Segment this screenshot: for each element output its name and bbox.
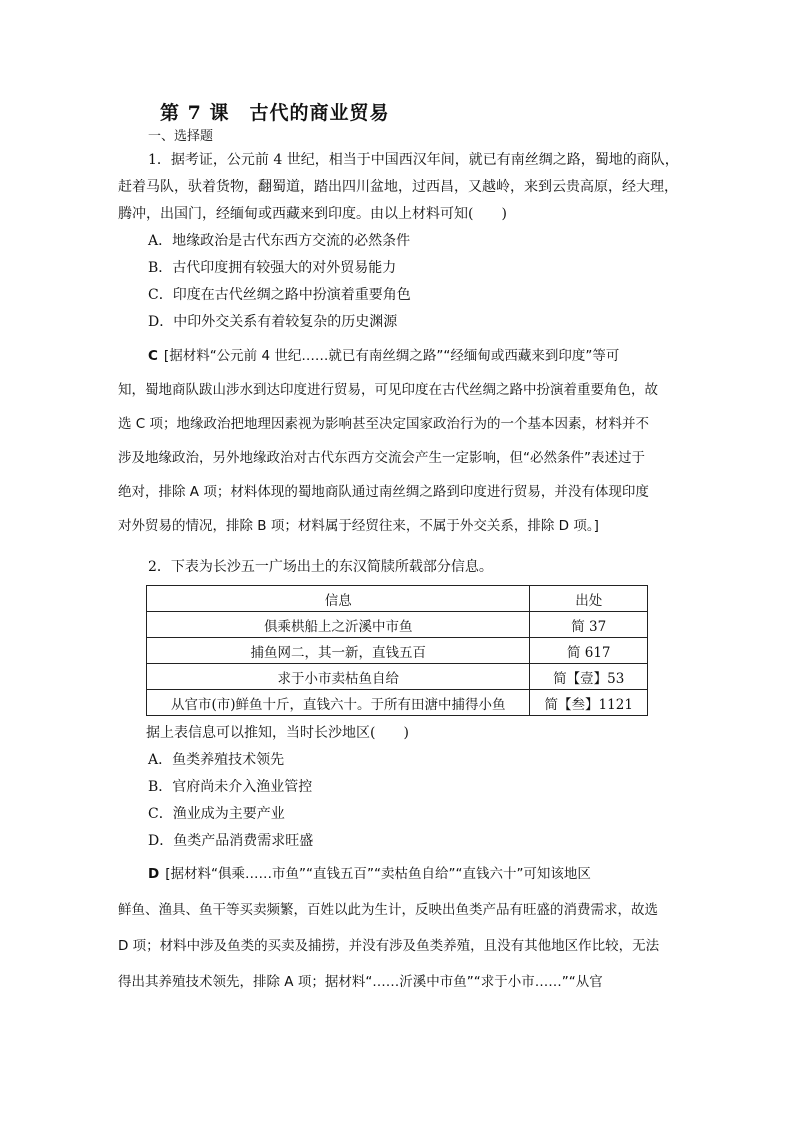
table-cell-info: 从官市(市)鲜鱼十斤，直钱六十。于所有田溏中捕得小鱼 bbox=[147, 690, 530, 716]
q1-answer-line-5: 绝对，排除 A 项；材料体现的蜀地商队通过南丝绸之路到印度进行贸易，并没有体现印度 bbox=[118, 484, 649, 500]
q1-answer-line-6: 对外贸易的情况，排除 B 项；材料属于经贸往来，不属于外交关系，排除 D 项。] bbox=[118, 518, 599, 534]
q1-option-c: C．印度在古代丝绸之路中扮演着重要角色 bbox=[148, 287, 411, 303]
q2-stem: 2．下表为长沙五一广场出土的东汉简牍所载部分信息。 bbox=[148, 559, 493, 575]
q2-option-c: C．渔业成为主要产业 bbox=[148, 806, 285, 822]
table-cell-info: 俱乘栱船上之沂溪中市鱼 bbox=[147, 612, 530, 638]
q2-option-b: B．官府尚未介入渔业管控 bbox=[148, 779, 313, 795]
q1-answer-text: [据材料“公元前 4 世纪……就已有南丝绸之路”“经缅甸或西藏来到印度”等可 bbox=[163, 348, 620, 364]
q1-answer-line-1 bbox=[148, 346, 710, 366]
q2-answer-line-2: 鲜鱼、渔具、鱼干等买卖频繁，百姓以此为生计，反映出鱼类产品有旺盛的消费需求，故选 bbox=[118, 902, 658, 918]
table-cell-info: 求于小市卖枯鱼自给 bbox=[147, 664, 530, 690]
section-heading: 一、选择题 bbox=[148, 129, 214, 144]
table-row bbox=[147, 638, 648, 664]
q1-stem-line-1: 1．据考证，公元前 4 世纪，相当于中国西汉年间，就已有南丝绸之路，蜀地的商队， bbox=[148, 152, 679, 168]
table-cell-source: 简 37 bbox=[530, 612, 648, 638]
q2-question: 据上表信息可以推知，当时长沙地区( ) bbox=[146, 725, 409, 741]
q1-answer-letter: C bbox=[148, 348, 158, 364]
table-header-info: 信息 bbox=[147, 586, 530, 612]
q1-option-d: D．中印外交关系有着较复杂的历史渊源 bbox=[148, 314, 398, 330]
q1-stem-line-3: 腾冲，出国门，经缅甸或西藏来到印度。由以上材料可知( ) bbox=[118, 206, 507, 222]
q2-answer-letter: D bbox=[148, 866, 160, 882]
table-row bbox=[147, 612, 648, 638]
q1-option-a: A．地缘政治是古代东西方交流的必然条件 bbox=[148, 233, 411, 249]
q1-option-b: B．古代印度拥有较强大的对外贸易能力 bbox=[148, 260, 397, 276]
q2-answer-text: [据材料“俱乘……市鱼”“直钱五百”“卖枯鱼自给”“直钱六十”可知该地区 bbox=[165, 866, 591, 882]
q1-stem-line-2: 赶着马队，驮着货物，翻蜀道，踏出四川盆地，过西昌，又越岭，来到云贵高原，经大理， bbox=[118, 179, 678, 195]
q1-answer-line-3: 选 C 项；地缘政治把地理因素视为影响甚至决定国家政治行为的一个基本因素，材料并不 bbox=[118, 416, 650, 432]
table-row bbox=[147, 690, 648, 716]
table-cell-info: 捕鱼网二，其一新，直钱五百 bbox=[147, 638, 530, 664]
q2-answer-line-3: D 项；材料中涉及鱼类的买卖及捕捞，并没有涉及鱼类养殖，且没有其他地区作比较，无法 bbox=[118, 938, 660, 954]
q1-answer-line-2: 知，蜀地商队跋山涉水到达印度进行贸易，可见印度在古代丝绸之路中扮演着重要角色，故 bbox=[118, 382, 658, 398]
table-header-row bbox=[147, 586, 648, 612]
q2-answer-line-4: 得出其养殖技术领先，排除 A 项；据材料“……沂溪中市鱼”“求于小市……”“从官 bbox=[118, 974, 603, 990]
q2-answer-line-1 bbox=[148, 864, 710, 884]
table-header-source: 出处 bbox=[530, 586, 648, 612]
source-table bbox=[146, 585, 648, 716]
lesson-title: 第 7 课 古代的商业贸易 bbox=[160, 102, 390, 124]
q2-option-d: D．鱼类产品消费需求旺盛 bbox=[148, 833, 314, 849]
table-cell-source: 简【壹】53 bbox=[530, 664, 648, 690]
table-cell-source: 简 617 bbox=[530, 638, 648, 664]
q2-option-a: A．鱼类养殖技术领先 bbox=[148, 752, 285, 768]
q1-answer-line-4: 涉及地缘政治，另外地缘政治对古代东西方交流会产生一定影响，但“必然条件”表述过于 bbox=[118, 450, 645, 466]
table-row bbox=[147, 664, 648, 690]
table-cell-source: 简【叁】1121 bbox=[530, 690, 648, 716]
